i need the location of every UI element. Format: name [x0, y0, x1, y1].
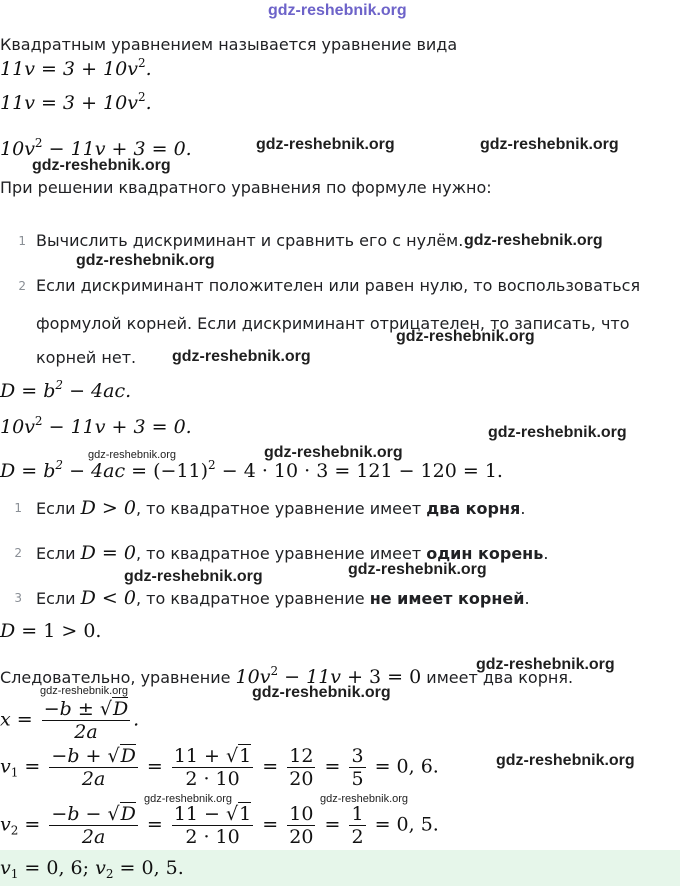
watermark: gdz-reshebnik.org: [476, 656, 615, 673]
case-result: не имеет корней: [369, 589, 525, 608]
case-prefix: Если: [36, 499, 76, 518]
root-v1-calculation: $v_1$ = $\frac{-b + √D}{2a}$ = $\frac{11 + √1}{2 \cdot 10}$ = $\frac{12}{20}$ = $\frac{3}{5}$ = 0, 6.: [0, 745, 439, 790]
watermark: gdz-reshebnik.org: [464, 232, 603, 249]
conclusion-equation: $10v^2 - 11v + 3 = 0$: [235, 664, 422, 688]
watermark: gdz-reshebnik.org: [124, 568, 263, 585]
step-number: 2: [18, 279, 26, 293]
equation-original-1: $11v = 3 + 10v^2$.: [0, 56, 152, 80]
watermark: gdz-reshebnik.org: [172, 348, 311, 365]
step-text-line: корней нет.: [36, 348, 137, 367]
case-condition: D < 0: [80, 587, 136, 609]
equation-original-2: $11v = 3 + 10v^2$.: [0, 90, 152, 114]
case-end: .: [524, 589, 530, 608]
watermark: gdz-reshebnik.org: [488, 424, 627, 441]
case-condition: D > 0: [80, 497, 136, 519]
watermark: gdz-reshebnik.org: [76, 252, 215, 269]
watermark: gdz-reshebnik.org: [396, 328, 535, 345]
watermark: gdz-reshebnik.org: [252, 684, 391, 701]
discriminant-formula: $D = b^2 - 4ac$.: [0, 378, 132, 402]
case-item: [36, 497, 525, 519]
watermark: gdz-reshebnik.org: [320, 793, 409, 805]
root-v2-calculation: $v_2$ = $\frac{-b - √D}{2a}$ = $\frac{11 - √1}{2 \cdot 10}$ = $\frac{10}{20}$ = $\frac{1}{2}$ = 0, 5.: [0, 803, 439, 848]
equation-repeat: $10v^2 - 11v + 3 = 0$.: [0, 414, 192, 438]
answer: $v_1 = 0$, 6; $v_2 = 0$, 5.: [0, 857, 184, 881]
case-prefix: Если: [36, 589, 76, 608]
conclusion-suffix: имеет два корня.: [426, 668, 574, 687]
case-result: один корень: [426, 544, 544, 563]
step-text-line: формулой корней. Если дискриминант отрицателен, то записать, что: [36, 314, 630, 333]
watermark: gdz-reshebnik.org: [348, 561, 487, 578]
watermark-top: gdz-reshebnik.org: [268, 2, 407, 19]
case-number: 2: [14, 546, 22, 560]
watermark: gdz-reshebnik.org: [496, 752, 635, 769]
case-end: .: [543, 544, 549, 563]
case-condition: D = 0: [80, 542, 136, 564]
discriminant-calculation: $D = b^2 - 4ac = (-11)^2 - 4 \cdot 10 \cdot 3 = 121 - 120 = 1$.: [0, 458, 503, 482]
case-number: 1: [14, 501, 22, 515]
watermark: gdz-reshebnik.org: [88, 449, 177, 461]
watermark: gdz-reshebnik.org: [264, 444, 403, 461]
case-middle: , то квадратное уравнение имеет: [135, 499, 422, 518]
watermark: gdz-reshebnik.org: [40, 685, 129, 697]
case-middle: , то квадратное уравнение имеет: [135, 544, 422, 563]
method-heading: При решении квадратного уравнения по формуле нужно:: [0, 178, 492, 197]
watermark: gdz-reshebnik.org: [480, 136, 619, 153]
case-item: [36, 587, 530, 609]
equation-standard: $10v^2 - 11v + 3 = 0$.: [0, 136, 192, 160]
conclusion-prefix: Следовательно, уравнение: [0, 668, 231, 687]
case-result: два корня: [426, 499, 521, 518]
step-text: Вычислить дискриминант и сравнить его с нулём.: [36, 231, 464, 250]
watermark: gdz-reshebnik.org: [256, 136, 395, 153]
case-number: 3: [14, 591, 22, 605]
root-formula: x = $\frac{-b \pm √D}{2a}$ .: [0, 698, 140, 743]
case-end: .: [520, 499, 526, 518]
watermark: gdz-reshebnik.org: [32, 157, 171, 174]
case-prefix: Если: [36, 544, 76, 563]
discriminant-result: D = 1 > 0.: [0, 620, 102, 642]
step-text-line: Если дискриминант положителен или равен нулю, то воспользоваться: [36, 276, 641, 295]
step-number: 1: [18, 234, 26, 248]
watermark: gdz-reshebnik.org: [144, 793, 233, 805]
intro-text: Квадратным уравнением называется уравнение вида: [0, 35, 458, 54]
case-middle: , то квадратное уравнение: [135, 589, 365, 608]
